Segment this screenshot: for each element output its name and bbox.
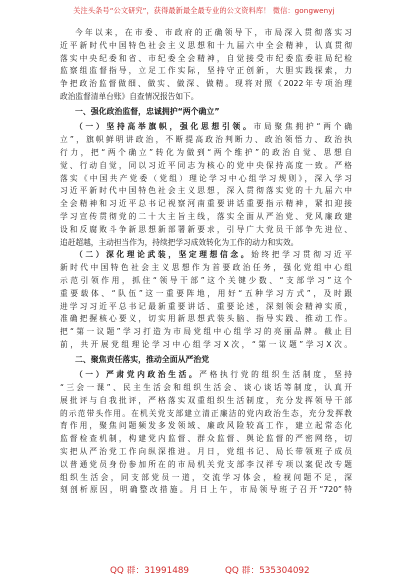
body-text: 追赶超越，主动担当作为，持续把学习成效转化为工作的动力和实效。 <box>60 237 299 247</box>
body-text: 二、聚焦责任落实，推动全面从严治党 <box>75 355 210 365</box>
body-text: 今年以来，在市委、市政府的正确领导下，市局深入贯彻落实习 <box>75 28 352 37</box>
body-text: 政治监督清单台账》自查情况报告如下。 <box>60 91 199 101</box>
paragraph-line <box>60 185 352 198</box>
body-text: 实把从严治党工作向纵深推进。月日，党组书记、局长带领班子成员 <box>60 447 352 457</box>
paragraph-line <box>60 160 352 173</box>
body-text: 以普通党员身份参加所在的市局机关党支部李汉祥专项以案促改专题 <box>60 459 352 469</box>
paragraph-line <box>60 198 352 211</box>
subheading-text: （一）严肃党内政治生活。 <box>75 370 200 380</box>
body-text: 争把政治监督做细、做实、做深、做精。现将对照《2022年专项治理 <box>60 79 352 89</box>
body-text: 一、强化政治监督，忠诚拥护“两个确立” <box>75 107 220 117</box>
body-text: 行力，把“两个确立”转化为做到“两个维护”的政治自觉、思想自 <box>60 147 352 157</box>
qq-group-2: QQ 群：535304092 <box>225 566 310 576</box>
body-text: 展批评与自我批评，严格落实双重组织生活制度，充分发挥领导干部 <box>60 395 352 405</box>
subheading-text: （二）深化理论武装，坚定理想信念。 <box>75 250 252 260</box>
paragraph-line <box>60 382 352 395</box>
promo-banner: 关注头条号“公文研究”，获得最新最全最专业的公文资料库！ 微信：gongwenyj <box>73 6 335 15</box>
body-text: 刻剖析原因，明确整改措施。月日上午，市局领导班子召开“720”特 <box>60 485 352 495</box>
paragraph-line <box>60 339 352 352</box>
paragraph-line <box>60 121 352 134</box>
qq-group-1: QQ 群：31991489 <box>110 566 190 576</box>
body-text: 设和反腐败斗争新思想新部署新要求，引导广大党员干部争先进位、 <box>60 224 352 234</box>
paragraph-line <box>60 326 352 339</box>
body-text: 重要载体、“队伍”这一重要阵地，用好“五种学习方式”，及时跟 <box>60 288 352 298</box>
paragraph-line <box>60 484 352 497</box>
body-text: 把“第一议题”学习打造为市局党组中心组学习的亮丽品牌。截止目 <box>60 327 352 337</box>
body-text: 近平新时代中国特色社会主义思想和十九届六中全会精神，认真贯彻 <box>60 40 352 50</box>
subheading-text: （一）坚持高举旗帜，强化思想引领。 <box>75 122 254 132</box>
body-text: 落实《中国共产党委（党组）理论学习中心组学习规则》，深入学习 <box>60 173 352 183</box>
paragraph-line <box>60 134 352 147</box>
body-text: 进学习习近平总书记最新重要讲话、重要论述，深刻领会精神实质， <box>60 301 352 311</box>
body-text: 组织生活会，同支部党员一道，交流学习体会，检视问题不足，深 <box>60 472 352 482</box>
section-heading <box>60 354 352 367</box>
body-text: 育作用，聚焦问题频发多发领域、廉政风险较高工作，建立起常态化 <box>60 421 352 431</box>
body-text: 示范引领作用，抓住“领导干部”这个关键少数、“支部学习”这个 <box>60 275 352 285</box>
body-text: “三会一课”、民主生活会和组织生活会、谈心谈话等制度，认真开 <box>60 383 352 393</box>
paragraph-line <box>60 262 352 275</box>
body-text: 全会精神和习近平总书记视察河南重要讲话重要指示精神，紧扣迎接 <box>60 199 352 209</box>
paragraph-line <box>60 211 352 224</box>
paragraph-line <box>60 472 352 485</box>
paragraph-line <box>60 395 352 408</box>
paragraph-line <box>60 224 352 237</box>
paragraph-line <box>60 420 352 433</box>
body-text: 始终把学习贯彻习近平 <box>251 250 352 260</box>
body-text: 新时代中国特色社会主义思想作为首要政治任务，强化党组中心组 <box>60 263 352 273</box>
body-text: 准确把握核心要义，切实用新思想武装头脑、指导实践、推动工作。 <box>60 314 352 324</box>
paragraph-line <box>60 173 352 186</box>
body-text: 前，共开展党组理论学习中心组学习X次，“第一议题”学习X次。 <box>60 339 352 349</box>
paragraph-line <box>60 237 352 250</box>
body-text: 监察组监督指导，立足工作实际，坚持守正创新，大胆实践探索，力 <box>60 66 352 76</box>
paragraph-line <box>60 147 352 160</box>
body-text: 监督检查机制，构建党内监督、群众监督、舆论监督的严密网络，切 <box>60 434 352 444</box>
body-text: 严格执行党的组织生活制度，坚持 <box>199 370 352 380</box>
body-text: 立”，旗帜鲜明讲政治，不断提高政治判断力、政治领悟力、政治执 <box>60 135 352 145</box>
paragraph-line <box>60 91 352 104</box>
paragraph-line <box>60 53 352 66</box>
paragraph-line <box>60 433 352 446</box>
paragraph-line <box>60 27 352 40</box>
body-text: 习近平新时代中国特色社会主义思想，深入贯彻落实党的十九届六中 <box>60 186 352 196</box>
body-text: 学习宣传贯彻党的二十大主旨主线，落实全面从严治党、党风廉政建 <box>60 211 352 221</box>
body-text: 的示范带头作用。在机关党支部建立清正廉洁的党内政治生态，充分发挥教 <box>60 408 352 418</box>
paragraph-line <box>60 40 352 53</box>
paragraph-line <box>60 301 352 314</box>
paragraph-line <box>60 78 352 91</box>
paragraph-line <box>60 249 352 262</box>
section-heading <box>60 106 352 119</box>
paragraph-line <box>60 446 352 459</box>
document-body <box>60 27 352 497</box>
paragraph-line <box>60 369 352 382</box>
paragraph-line <box>60 288 352 301</box>
body-text: 落实中央纪委和省、市纪委全会精神，自觉接受市纪委监委驻局纪检 <box>60 53 352 63</box>
body-text: 觉、行动自觉，同以习近平同志为核心的党中央保持高度一致。严格 <box>60 160 352 170</box>
paragraph-line <box>60 313 352 326</box>
body-text: 市局聚焦拥护“两个确 <box>253 122 352 132</box>
paragraph-line <box>60 65 352 78</box>
paragraph-line <box>60 275 352 288</box>
paragraph-line <box>60 408 352 421</box>
paragraph-line <box>60 459 352 472</box>
